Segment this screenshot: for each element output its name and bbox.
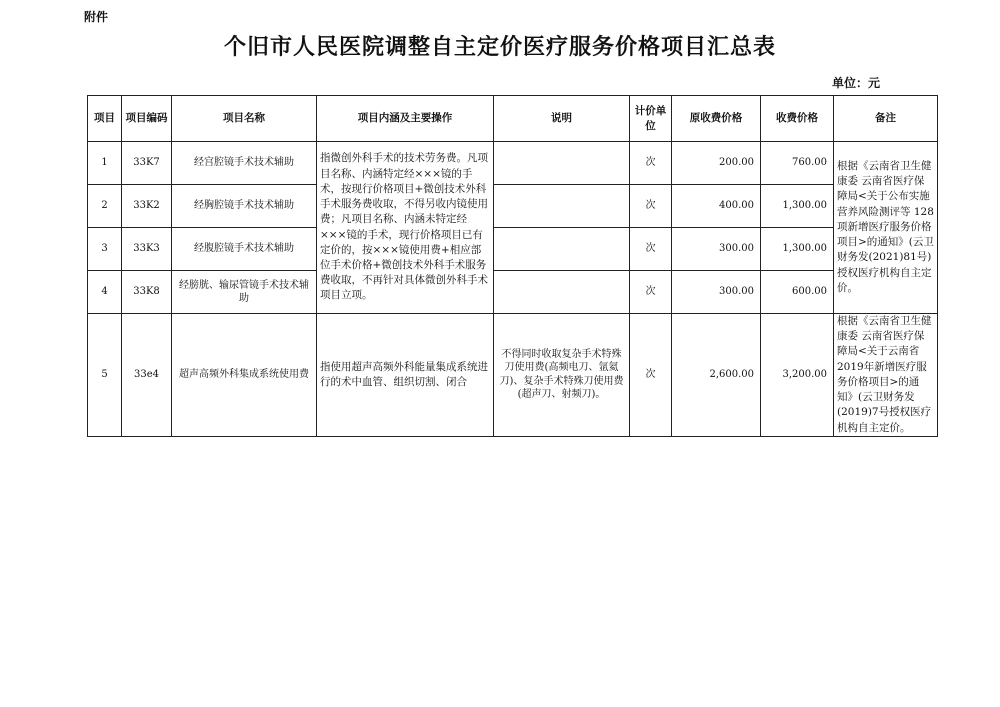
- row-number: 2: [88, 185, 122, 228]
- table-row: [88, 142, 938, 185]
- item-name: 经腹腔镜手术技术辅助: [172, 228, 317, 271]
- charge-price: 3,200.00: [761, 314, 834, 437]
- column-header: 备注: [834, 96, 938, 142]
- item-code: 33K3: [122, 228, 172, 271]
- row-number: 5: [88, 314, 122, 437]
- page-title: 个旧市人民医院调整自主定价医疗服务价格项目汇总表: [223, 35, 776, 60]
- attachment-label: 附件: [84, 10, 109, 24]
- item-name: 超声高频外科集成系统使用费: [172, 314, 317, 437]
- item-code: 33K8: [122, 271, 172, 314]
- table-header-row: [88, 96, 938, 142]
- table-row: [88, 314, 938, 437]
- column-header: 收费价格: [761, 96, 834, 142]
- item-name: 经胸腔镜手术技术辅助: [172, 185, 317, 228]
- item-explain: [494, 228, 630, 271]
- original-price: 300.00: [672, 228, 761, 271]
- item-note: 根据《云南省卫生健康委 云南省医疗保障局<关于云南省2019年新增医疗服务价格项目>的通知》(云卫财务发(2019)7号授权医疗机构自主定价。: [834, 314, 938, 437]
- billing-unit: 次: [630, 185, 672, 228]
- table-row: [88, 271, 938, 314]
- item-note: 根据《云南省卫生健康委 云南省医疗保障局<关于公布实施营养风险测评等 128 项新增医疗服务价格项目>的通知》(云卫财务发(2021)81号)授权医疗机构自主定价。: [834, 142, 938, 314]
- table-row: [88, 185, 938, 228]
- row-number: 4: [88, 271, 122, 314]
- original-price: 2,600.00: [672, 314, 761, 437]
- original-price: 200.00: [672, 142, 761, 185]
- column-header: 计价单位: [630, 96, 672, 142]
- billing-unit: 次: [630, 142, 672, 185]
- table-row: [88, 228, 938, 271]
- item-explain: 不得同时收取复杂手术特殊刀使用费(高频电刀、氩氦刀)、复杂手术特殊刀使用费(超声刀、射频刀)。: [494, 314, 630, 437]
- unit-label: 单位：元: [832, 76, 881, 90]
- billing-unit: 次: [630, 271, 672, 314]
- billing-unit: 次: [630, 228, 672, 271]
- item-code: 33K7: [122, 142, 172, 185]
- item-name: 经膀胱、输尿管镜手术技术辅助: [172, 271, 317, 314]
- charge-price: 1,300.00: [761, 228, 834, 271]
- price-table: [87, 95, 938, 437]
- charge-price: 600.00: [761, 271, 834, 314]
- original-price: 400.00: [672, 185, 761, 228]
- billing-unit: 次: [630, 314, 672, 437]
- original-price: 300.00: [672, 271, 761, 314]
- item-description: 指微创外科手术的技术劳务费。凡项目名称、内涵特定经×××镜的手术，按现行价格项目+微创技术外科手术服务费收取，不得另收内镜使用费；凡项目名称、内涵未特定经×××镜的手术，现行价格项目已有定价的，按×××镜使用费+相应部位手术价格+微创技术外科手术服务费收取，不再针对具体微创外科手术项目立项。: [317, 142, 494, 314]
- charge-price: 1,300.00: [761, 185, 834, 228]
- row-number: 1: [88, 142, 122, 185]
- charge-price: 760.00: [761, 142, 834, 185]
- item-name: 经宫腔镜手术技术辅助: [172, 142, 317, 185]
- column-header: 项目: [88, 96, 122, 142]
- item-code: 33K2: [122, 185, 172, 228]
- row-number: 3: [88, 228, 122, 271]
- item-code: 33e4: [122, 314, 172, 437]
- item-explain: [494, 271, 630, 314]
- item-explain: [494, 142, 630, 185]
- item-description: 指使用超声高频外科能量集成系统进行的术中血管、组织切割、闭合: [317, 314, 494, 437]
- column-header: 原收费价格: [672, 96, 761, 142]
- column-header: 项目名称: [172, 96, 317, 142]
- column-header: 项目内涵及主要操作: [317, 96, 494, 142]
- column-header: 项目编码: [122, 96, 172, 142]
- item-explain: [494, 185, 630, 228]
- column-header: 说明: [494, 96, 630, 142]
